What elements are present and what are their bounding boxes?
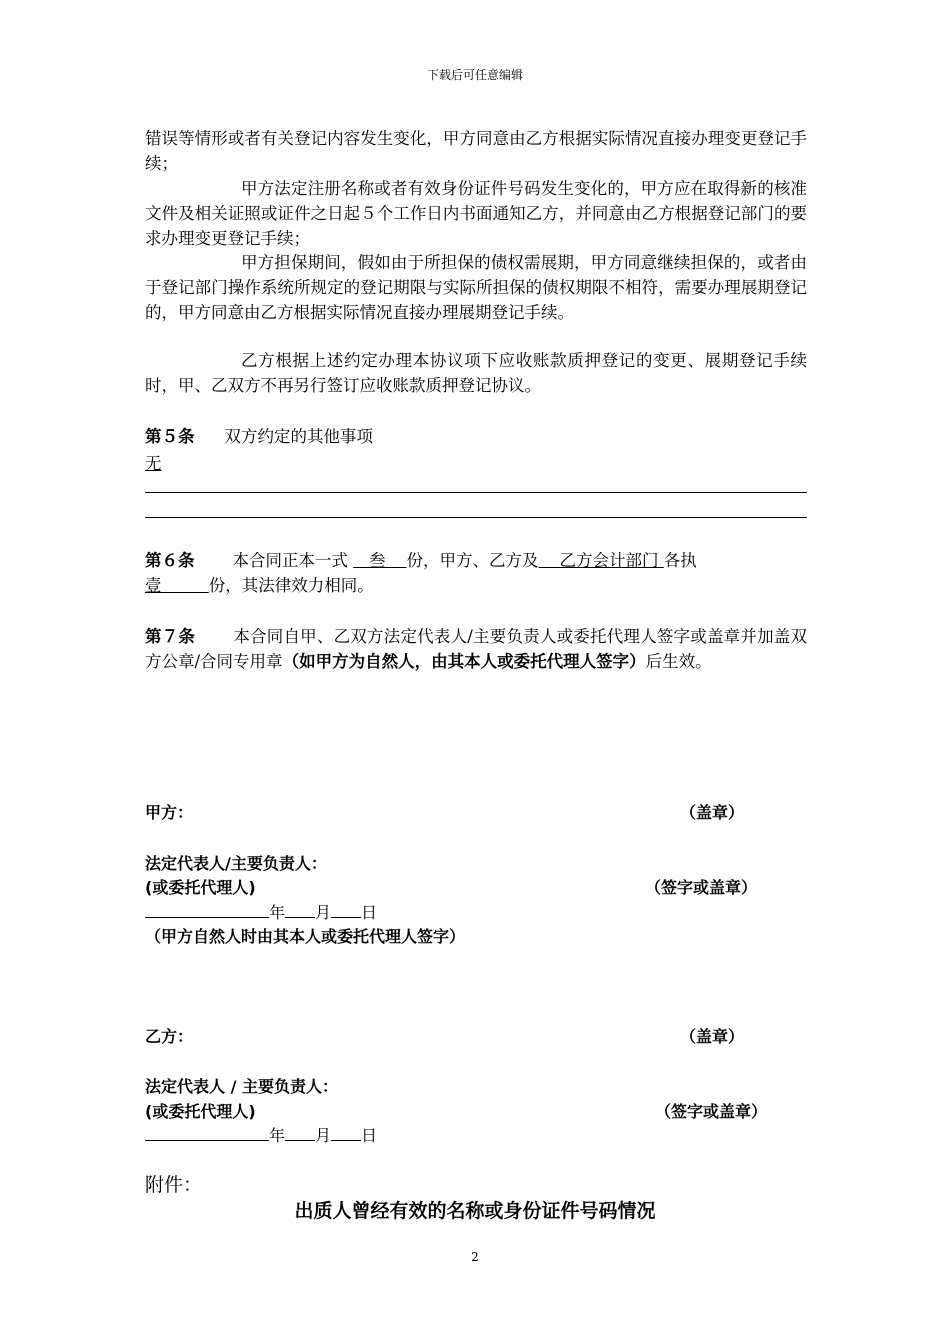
article-6-text: 份，甲方、乙方及 xyxy=(406,551,539,570)
paragraph-name-change: 甲方法定注册名称或者有效身份证件号码发生变化的，甲方应在取得新的核准文件及相关证照或证件之日起５个工作日内书面通知乙方，并同意由乙方根据登记部门的要求办理变更登记手续； xyxy=(145,179,807,248)
paragraph-no-new-agreement: 乙方根据上述约定办理本协议项下应收账款质押登记的变更、展期登记手续时，甲、乙双方不再另行签订应收账款质押登记协议。 xyxy=(145,351,807,395)
article-5-title: 双方约定的其他事项 xyxy=(224,427,373,446)
blank-line xyxy=(145,517,807,518)
date-blank xyxy=(331,1124,361,1141)
party-a-date xyxy=(145,900,377,923)
article-5-content: 无 xyxy=(145,454,162,473)
attachment-label: 附件： xyxy=(145,1174,203,1196)
article-6-label: 第６条 xyxy=(145,551,195,570)
blank-line xyxy=(145,492,807,493)
party-a-label: 甲方： xyxy=(145,803,194,822)
party-b-signature: （签字或盖章） xyxy=(655,1102,768,1121)
copy-holder: 乙方会计部门 xyxy=(559,551,659,570)
party-b-date xyxy=(145,1123,377,1146)
party-b-label: 乙方： xyxy=(145,1027,194,1046)
party-b-seal: （盖章） xyxy=(680,1027,745,1046)
party-a-signature: （签字或盖章） xyxy=(645,878,758,897)
article-6-text: 本合同正本一式 xyxy=(232,551,348,570)
date-blank xyxy=(285,1124,315,1141)
article-5 xyxy=(145,424,807,449)
paragraph-extension: 甲方担保期间，假如由于所担保的债权需展期，甲方同意继续担保的，或者由于登记部门操作系统所规定的登记期限与实际所担保的债权期限不相符，需要办理展期登记的，甲方同意由乙方根据实际情况直接办理展期登记手续。 xyxy=(145,253,807,322)
article-6 xyxy=(145,548,807,598)
article-7-text: 本合同自甲、乙双方法定代表人/主要负责人或委托代理人签字或盖章并加盖双方公章/合同专用章 xyxy=(145,627,808,671)
party-a-note: （甲方自然人时由其本人或委托代理人签字） xyxy=(145,927,466,946)
article-5-label: 第５条 xyxy=(145,427,195,446)
page-header: 下载后可任意编辑 xyxy=(426,68,523,82)
date-blank xyxy=(285,901,315,918)
article-6-text: 份，其法律效力相同。 xyxy=(208,576,374,595)
paragraph-change-registration: 错误等情形或者有关登记内容发生变化，甲方同意由乙方根据实际情况直接办理变更登记手续； xyxy=(145,129,807,173)
day-label: 日 xyxy=(361,1126,378,1145)
party-a-agent: (或委托代理人) xyxy=(145,878,256,897)
article-7-text: 后生效。 xyxy=(645,652,712,671)
month-label: 月 xyxy=(315,903,332,922)
article-7-label: 第７条 xyxy=(145,627,196,646)
date-blank xyxy=(331,901,361,918)
month-label: 月 xyxy=(315,1126,332,1145)
article-7 xyxy=(145,624,807,674)
article-6-text: 各执 xyxy=(663,551,697,570)
date-blank xyxy=(145,1124,269,1141)
page-number: 2 xyxy=(471,1250,479,1264)
year-label: 年 xyxy=(269,1126,286,1145)
article-7-bold-note: （如甲方为自然人，由其本人或委托代理人签字） xyxy=(282,652,646,671)
attachment-title: 出质人曾经有效的名称或身份证件号码情况 xyxy=(294,1200,656,1222)
party-b-agent: (或委托代理人) xyxy=(145,1102,256,1121)
day-label: 日 xyxy=(361,903,378,922)
date-blank xyxy=(145,901,269,918)
year-label: 年 xyxy=(269,903,286,922)
each-count: 壹 xyxy=(145,576,162,595)
copies-count: 叁 xyxy=(369,551,386,570)
party-b-representative: 法定代表人 / 主要负责人： xyxy=(145,1077,338,1096)
party-a-seal: （盖章） xyxy=(680,803,745,822)
party-a-representative: 法定代表人/主要负责人： xyxy=(145,854,327,873)
